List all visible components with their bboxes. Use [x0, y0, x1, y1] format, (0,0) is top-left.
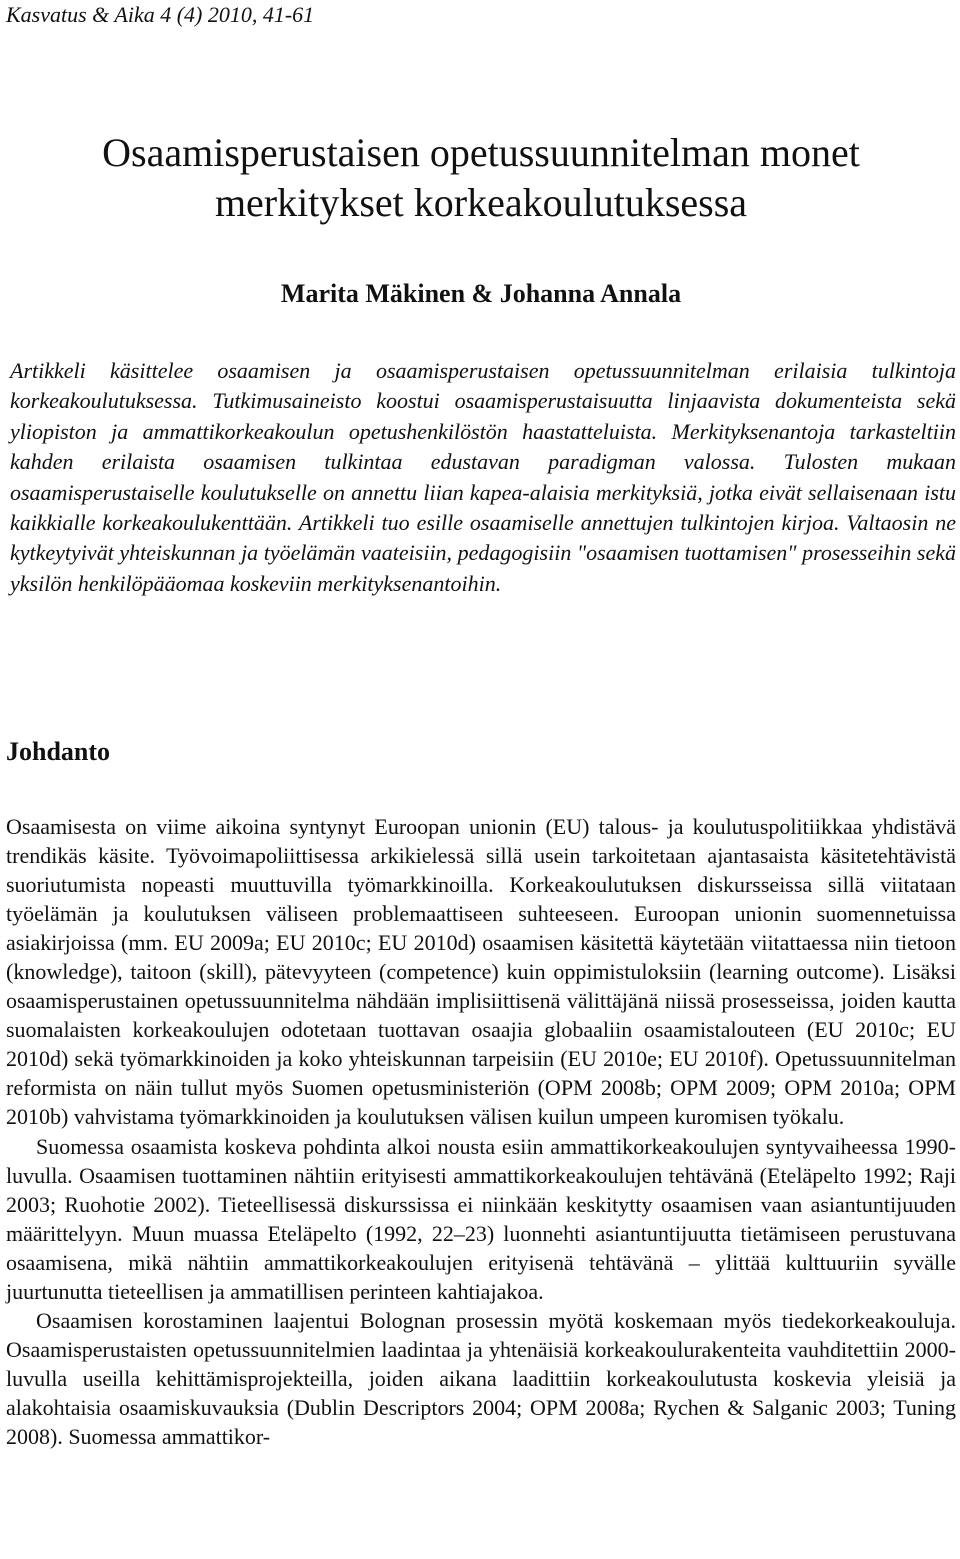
article-title-line-1: Osaamisperustaisen opetussuunnitelman monet	[102, 130, 860, 175]
body-paragraph-2: Suomessa osaamista koskeva pohdinta alkoi nousta esiin ammattikorkeakoulujen syntyvaiheessa 1990-luvulla. Osaamisen tuottaminen nähtiin erityisesti ammattikorkeakoulujen tehtävänä (Eteläpelto 1992; Raji 2003; Ruohotie 2002). Tieteellisessä diskurssissa ei niinkään keskitytty osaamisen vaan asiantuntijuuden määrittelyyn. Muun muassa Eteläpelto (1992, 22–23) luonnehti asiantuntijuutta tietämiseen perustuvana osaamisena, mikä nähtiin ammattikorkeakoulujen erityisenä tehtävänä – ylittää kulttuuriin syvälle juurtunutta tieteellisen ja ammatillisen perinteen kahtiajakoa.	[6, 1133, 956, 1304]
abstract: Artikkeli käsittelee osaamisen ja osaamisperustaisen opetussuunnitelman erilaisia tulkintoja korkeakoulutuksessa. Tutkimusaineisto koostui osaamisperustaisuutta linjaavista dokumenteista sekä yliopiston ja ammattikorkeakoulun opetushenkilöstön haastatteluista. Merkityksenantoja tarkasteltiin kahden erilaista osaamisen tulkintaa edustavan paradigman valossa. Tulosten mukaan osaamisperustaiselle koulutukselle on annettu liian kapea-alaisia merkityksiä, jotka eivät sellaisenaan istu kaikkialle korkeakoulukenttään. Artikkeli tuo esille osaamiselle annettujen tulkintojen kirjoa. Valtaosin ne kytkeytyivät yhteiskunnan ja työelämän vaateisiin, pedagogisiin "osaamisen tuottamisen" prosesseihin sekä yksilön henkilöpääomaa koskeviin merkityksenantoihin.	[10, 358, 956, 596]
document-page	[6, 0, 956, 1559]
body-paragraph-1: Osaamisesta on viime aikoina syntynyt Euroopan unionin (EU) talous- ja koulutuspolitiikkaa yhdistävä trendikäs käsite. Työvoimapoliittisessa arkikielessä sillä usein tarkoitetaan ajantasaista käsitetehtävistä suoriutumista nopeasti muuttuvilla työmarkkinoilla. Korkeakoulutuksen diskursseissa sillä viitataan työelämän ja koulutuksen väliseen problemaattiseen suhteeseen. Euroopan unionin suomennetuissa asiakirjoissa (mm. EU 2009a; EU 2010c; EU 2010d) osaamisen käsitettä käytetään viitattaessa niin tietoon (knowledge), taitoon (skill), pätevyyteen (competence) kuin oppimistuloksiin (learning outcome). Lisäksi osaamisperustainen opetussuunnitelma nähdään implisiittisenä välittäjänä niissä prosesseissa, joiden kautta suomalaisten korkeakoulujen odotetaan tuottavan osaajia globaaliin osaamistalouteen (EU 2010c; EU 2010d) sekä työmarkkinoiden ja koko yhteiskunnan tarpeisiin (EU 2010e; EU 2010f). Opetussuunnitelman reformista on näin tullut myös Suomen opetusministeriön (OPM 2008b; OPM 2009; OPM 2010a; OPM 2010b) vahvistama työmarkkinoiden ja koulutuksen välisen kuilun umpeen kuromisen työkalu.	[6, 814, 956, 1130]
running-head: Kasvatus & Aika 4 (4) 2010, 41-61	[6, 2, 315, 27]
article-title-line-2: merkitykset korkeakoulutuksessa	[214, 180, 748, 225]
section-heading: Johdanto	[6, 737, 111, 766]
body-text	[6, 812, 956, 1451]
article-title	[6, 128, 956, 228]
authors: Marita Mäkinen & Johanna Annala	[280, 279, 682, 308]
body-paragraph-3: Osaamisen korostaminen laajentui Bolognan prosessin myötä koskemaan myös tiedekorkeakouluja. Osaamisperustaisten opetussuunnitelmien laadintaa ja yhtenäisiä korkeakoulurakenteita vauhditettiin 2000-luvulla useilla kehittämisprojekteilla, joiden aikana laadittiin korkeakoulutusta koskevia yleisiä ja alakohtaisia osaamiskuvauksia (Dublin Descriptors 2004; OPM 2008a; Rychen & Salganic 2003; Tuning 2008). Suomessa ammattikor-	[6, 1307, 956, 1449]
